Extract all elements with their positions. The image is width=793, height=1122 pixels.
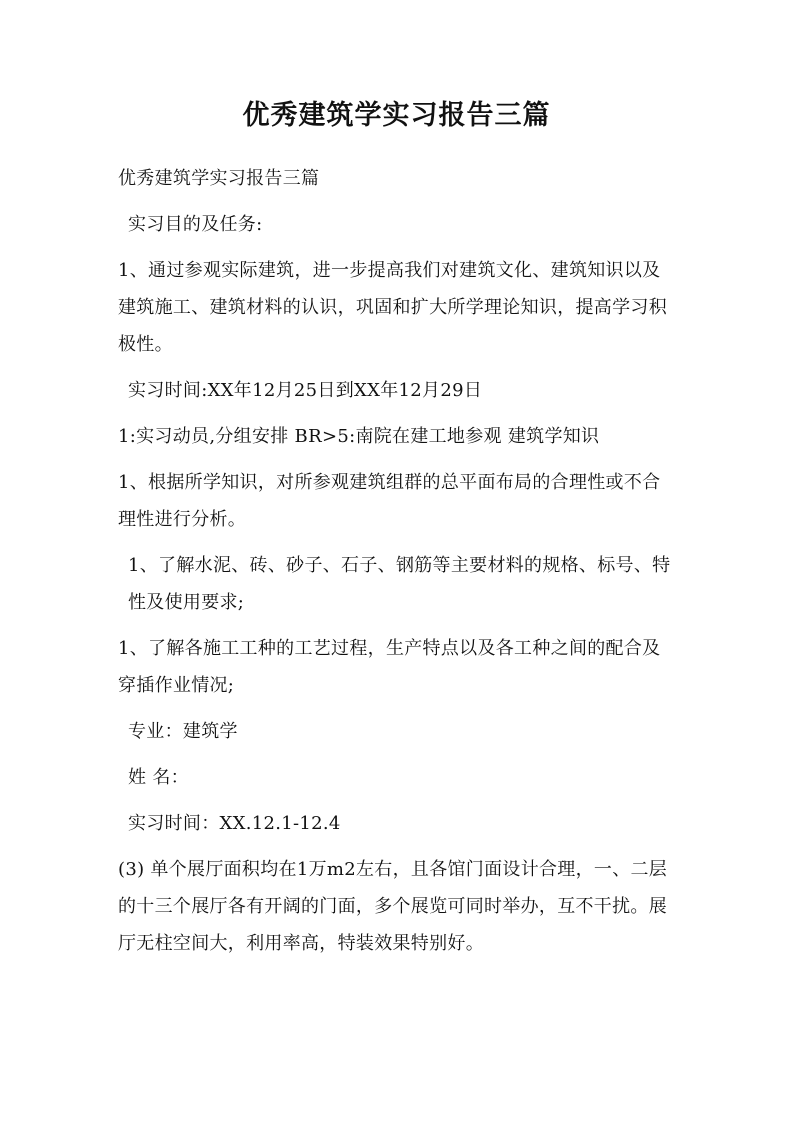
document-body — [118, 160, 678, 971]
paragraph-materials: 1、了解水泥、砖、砂子、石子、钢筋等主要材料的规格、标号、特性及使用要求; — [128, 555, 671, 613]
paragraph-major: 专业：建筑学 — [128, 721, 238, 742]
paragraph-purpose-heading: 实习目的及任务: — [128, 214, 263, 235]
paragraph-subtitle: 优秀建筑学实习报告三篇 — [118, 168, 320, 189]
paragraph-internship-period: 实习时间：XX.12.1-12.4 — [128, 813, 341, 834]
paragraph-name: 姓 名： — [128, 767, 189, 788]
document-title: 优秀建筑学实习报告三篇 — [242, 100, 551, 131]
paragraph-schedule: 1:实习动员,分组安排 BR>5:南院在建工地参观 建筑学知识 — [118, 426, 600, 447]
paragraph-purpose-1: 1、通过参观实际建筑，进一步提高我们对建筑文化、建筑知识以及建筑施工、建筑材料的认识，巩固和扩大所学理论知识，提高学习积极性。 — [118, 260, 667, 355]
paragraph-exhibition-hall: (3) 单个展厅面积均在1万m2左右，且各馆门面设计合理，一、二层的十三个展厅各有开阔的门面，多个展览可同时举办，互不干扰。展厅无柱空间大，利用率高，特装效果特别好。 — [118, 859, 668, 954]
paragraph-analysis: 1、根据所学知识，对所参观建筑组群的总平面布局的合理性或不合理性进行分析。 — [118, 472, 661, 530]
paragraph-construction-process: 1、了解各施工工种的工艺过程，生产特点以及各工种之间的配合及穿插作业情况; — [118, 638, 661, 696]
paragraph-internship-time: 实习时间:XX年12月25日到XX年12月29日 — [128, 380, 483, 401]
